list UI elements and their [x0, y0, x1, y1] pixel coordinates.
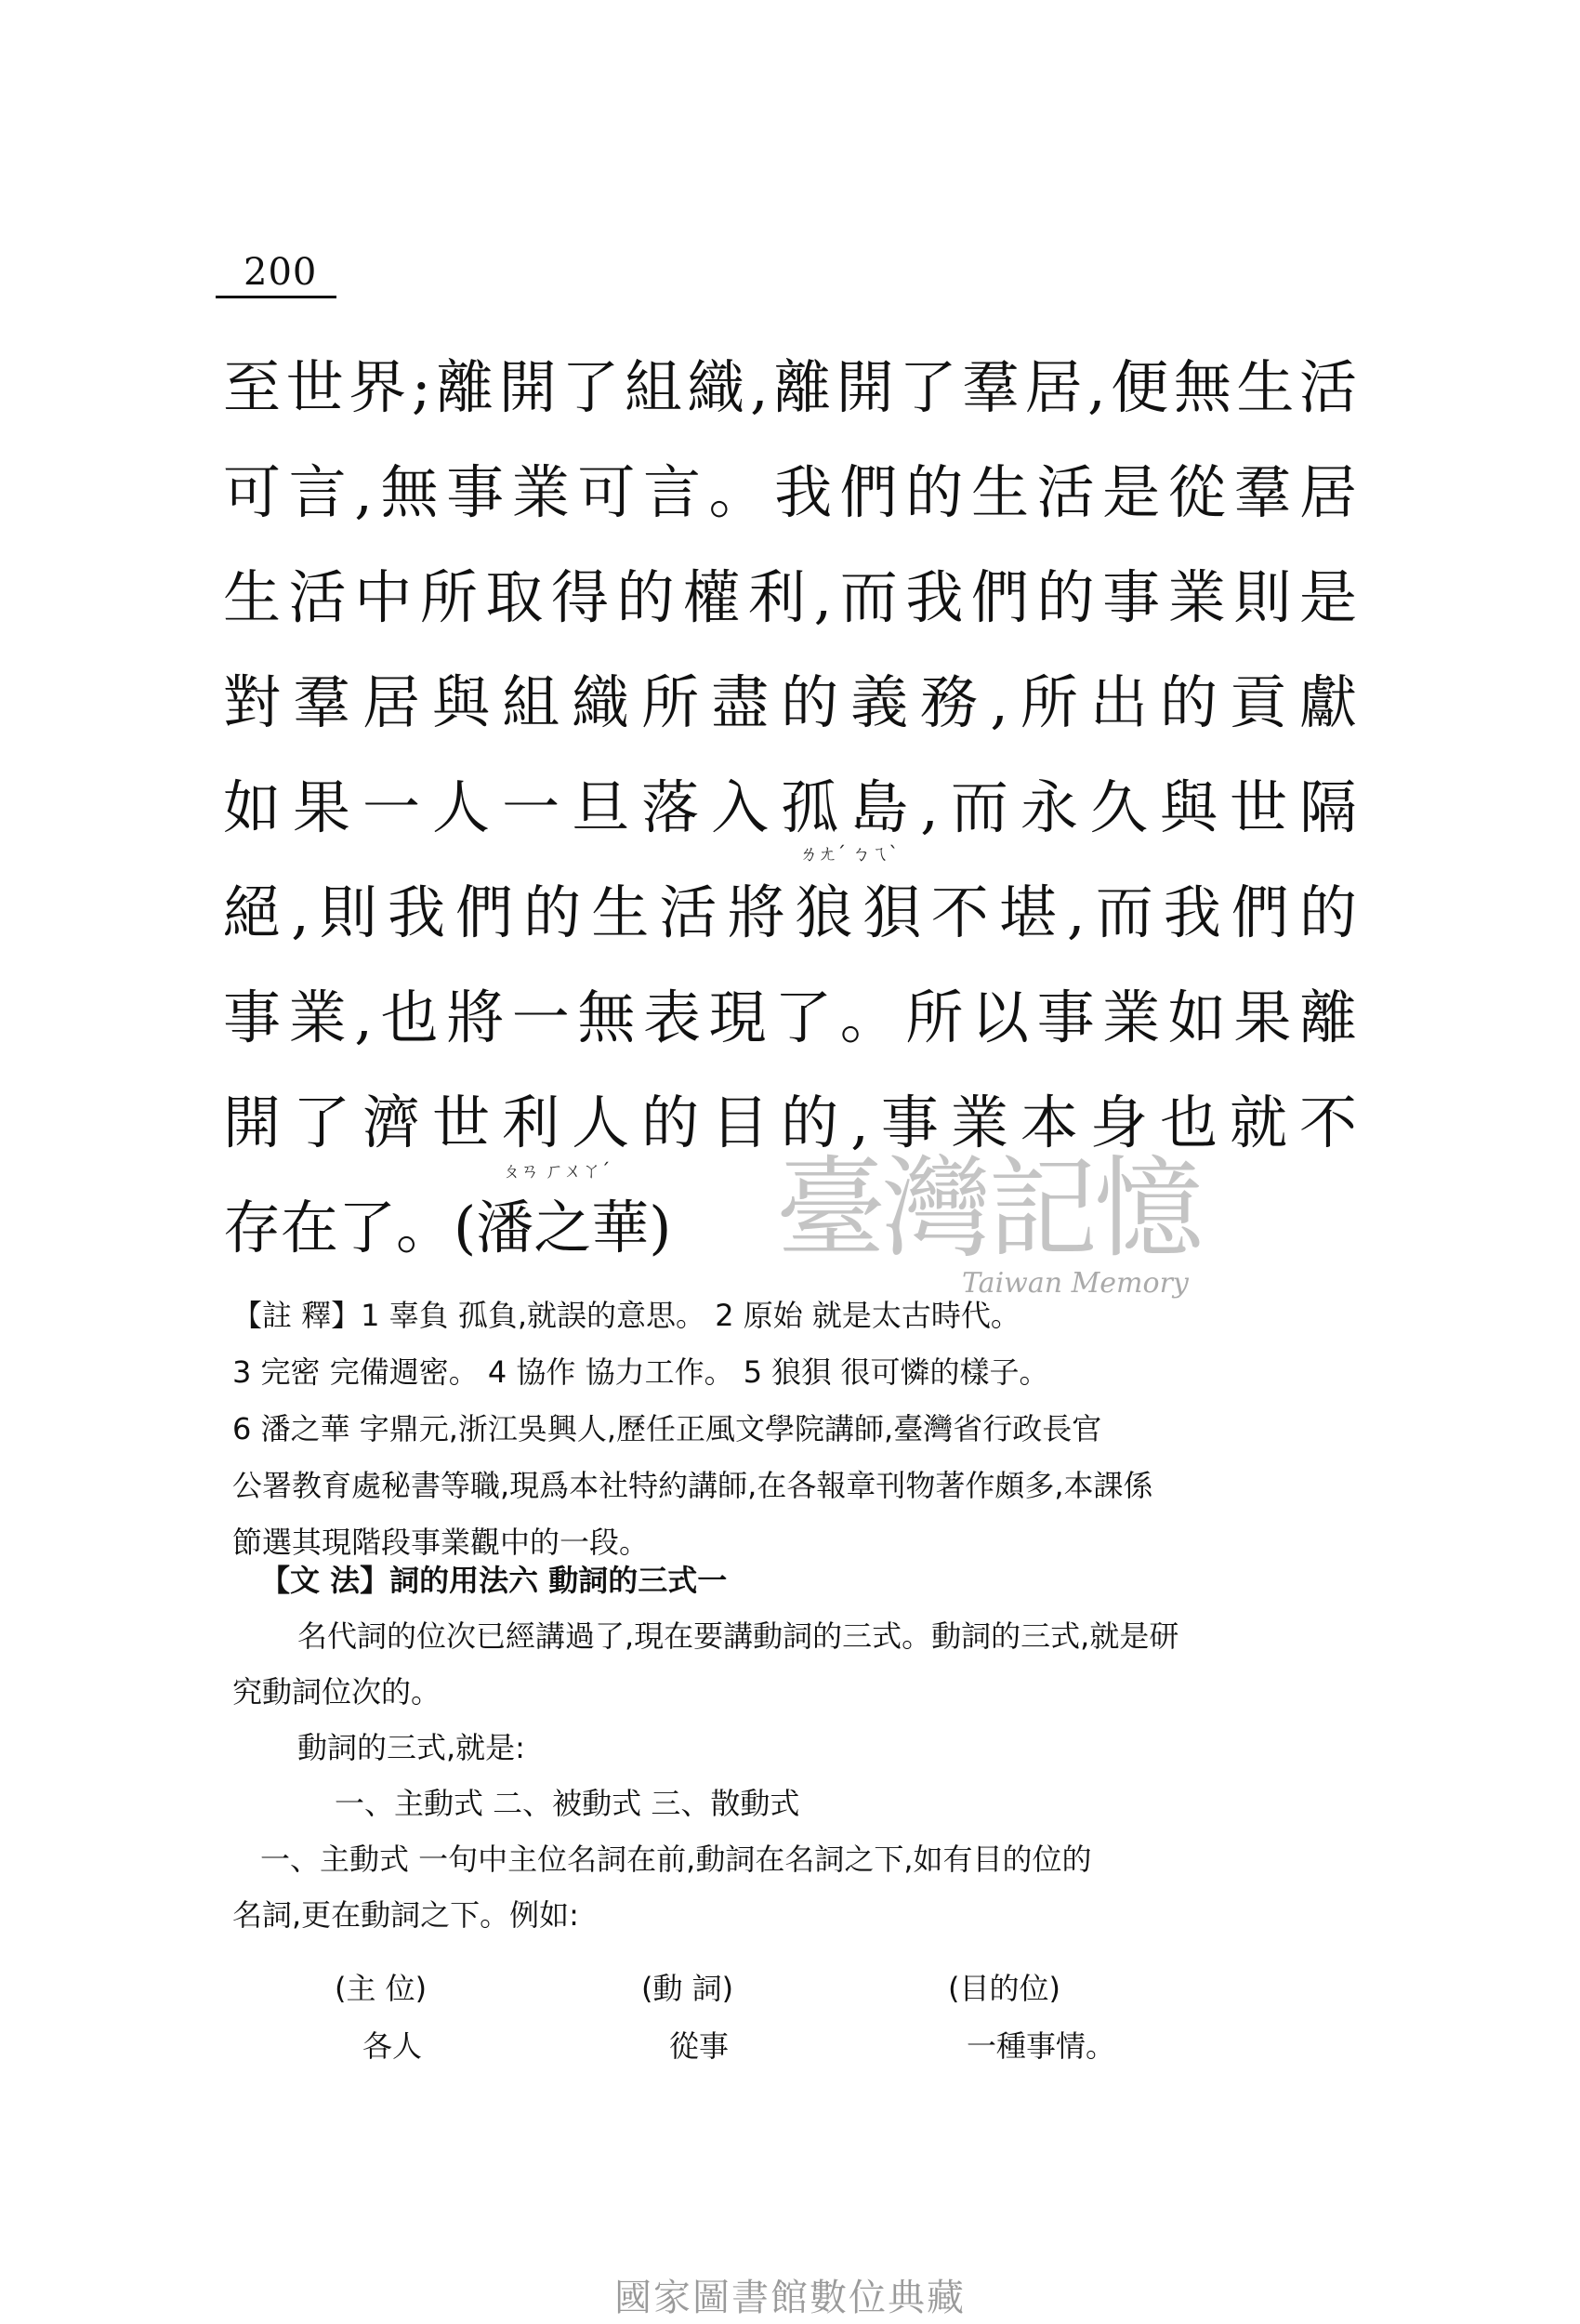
- ruby-lang-bei: ㄌㄤˊ ㄅㄟˋ: [799, 842, 899, 865]
- example-column: [335, 1960, 641, 2075]
- example-value: 各人: [362, 2028, 423, 2064]
- example-column: [641, 1960, 948, 2075]
- grammar-section: [232, 1552, 1338, 2075]
- example-header: (目的位): [948, 1971, 1060, 2006]
- main-text: [223, 335, 1357, 1280]
- grammar-heading: 【文 法】詞的用法六 動詞的三式一: [260, 1563, 728, 1598]
- note-line: 公署教育處秘書等職,現爲本社特約講師,在各報章刊物著作頗多,本課係: [232, 1468, 1153, 1503]
- note-line: 6 潘之華 字鼎元,浙江吳興人,歷任正風文學院講師,臺灣省行政長官: [232, 1411, 1102, 1446]
- main-line: 存在了。(潘之華): [223, 1194, 672, 1261]
- grammar-paragraph: 一、主動式 一句中主位名詞在前,動詞在名詞之下,如有目的位的: [260, 1842, 1092, 1877]
- main-line: 絕,則我們的生活將狼狽不堪,而我們的: [223, 878, 1357, 946]
- footer-stamp: 國家圖書館數位典藏: [614, 2277, 966, 2319]
- page-number: 200: [244, 251, 318, 294]
- example-table: [232, 1960, 1338, 2075]
- grammar-paragraph: 動詞的三式,就是:: [297, 1730, 525, 1765]
- main-line: 至世界;離開了組織,離開了羣居,便無生活: [223, 353, 1357, 421]
- main-line: 生活中所取得的權利,而我們的事業則是: [223, 563, 1357, 631]
- watermark-logo: [776, 1144, 1297, 1300]
- example-header: (主 位): [335, 1971, 428, 2006]
- main-line: 可言,無事業可言。我們的生活是從羣居: [223, 458, 1357, 526]
- watermark-text: 臺灣記憶: [776, 1144, 1201, 1273]
- main-line: 事業,也將一無表現了。所以事業如果離: [223, 984, 1357, 1051]
- main-line: 開了濟世利人的目的,事業本身也就不: [223, 1089, 1357, 1156]
- example-value: 從事: [669, 2028, 730, 2064]
- ruby-pan-hua: ㄆㄢ ㄏㄨㄚˊ: [502, 1159, 611, 1182]
- note-line: 【註 釋】1 辜負 孤負,就誤的意思。 2 原始 就是太古時代。: [232, 1298, 1020, 1333]
- annotations: [232, 1287, 1338, 1571]
- example-header: (動 詞): [641, 1971, 734, 2006]
- grammar-paragraph: 究動詞位次的。: [232, 1674, 441, 1710]
- watermark-subtitle: Taiwan Memory: [962, 1267, 1189, 1300]
- note-line: 3 完密 完備週密。 4 協作 協力工作。 5 狼狽 很可憐的樣子。: [232, 1354, 1049, 1390]
- note-line: 節選其現階段事業觀中的一段。: [232, 1525, 650, 1560]
- main-line: 如果一人一旦落入孤島,而永久與世隔: [223, 773, 1357, 841]
- example-value: 一種事情。: [967, 2028, 1116, 2064]
- grammar-list: 一、主動式 二、被動式 三、散動式: [335, 1786, 800, 1821]
- page-number-rule: [216, 296, 336, 298]
- grammar-paragraph: 名代詞的位次已經講過了,現在要講動詞的三式。動詞的三式,就是研: [297, 1618, 1179, 1654]
- example-column: [948, 1960, 1255, 2075]
- main-line: 對羣居與組織所盡的義務,所出的貢獻: [223, 668, 1357, 736]
- grammar-paragraph: 名詞,更在動詞之下。例如:: [232, 1897, 579, 1933]
